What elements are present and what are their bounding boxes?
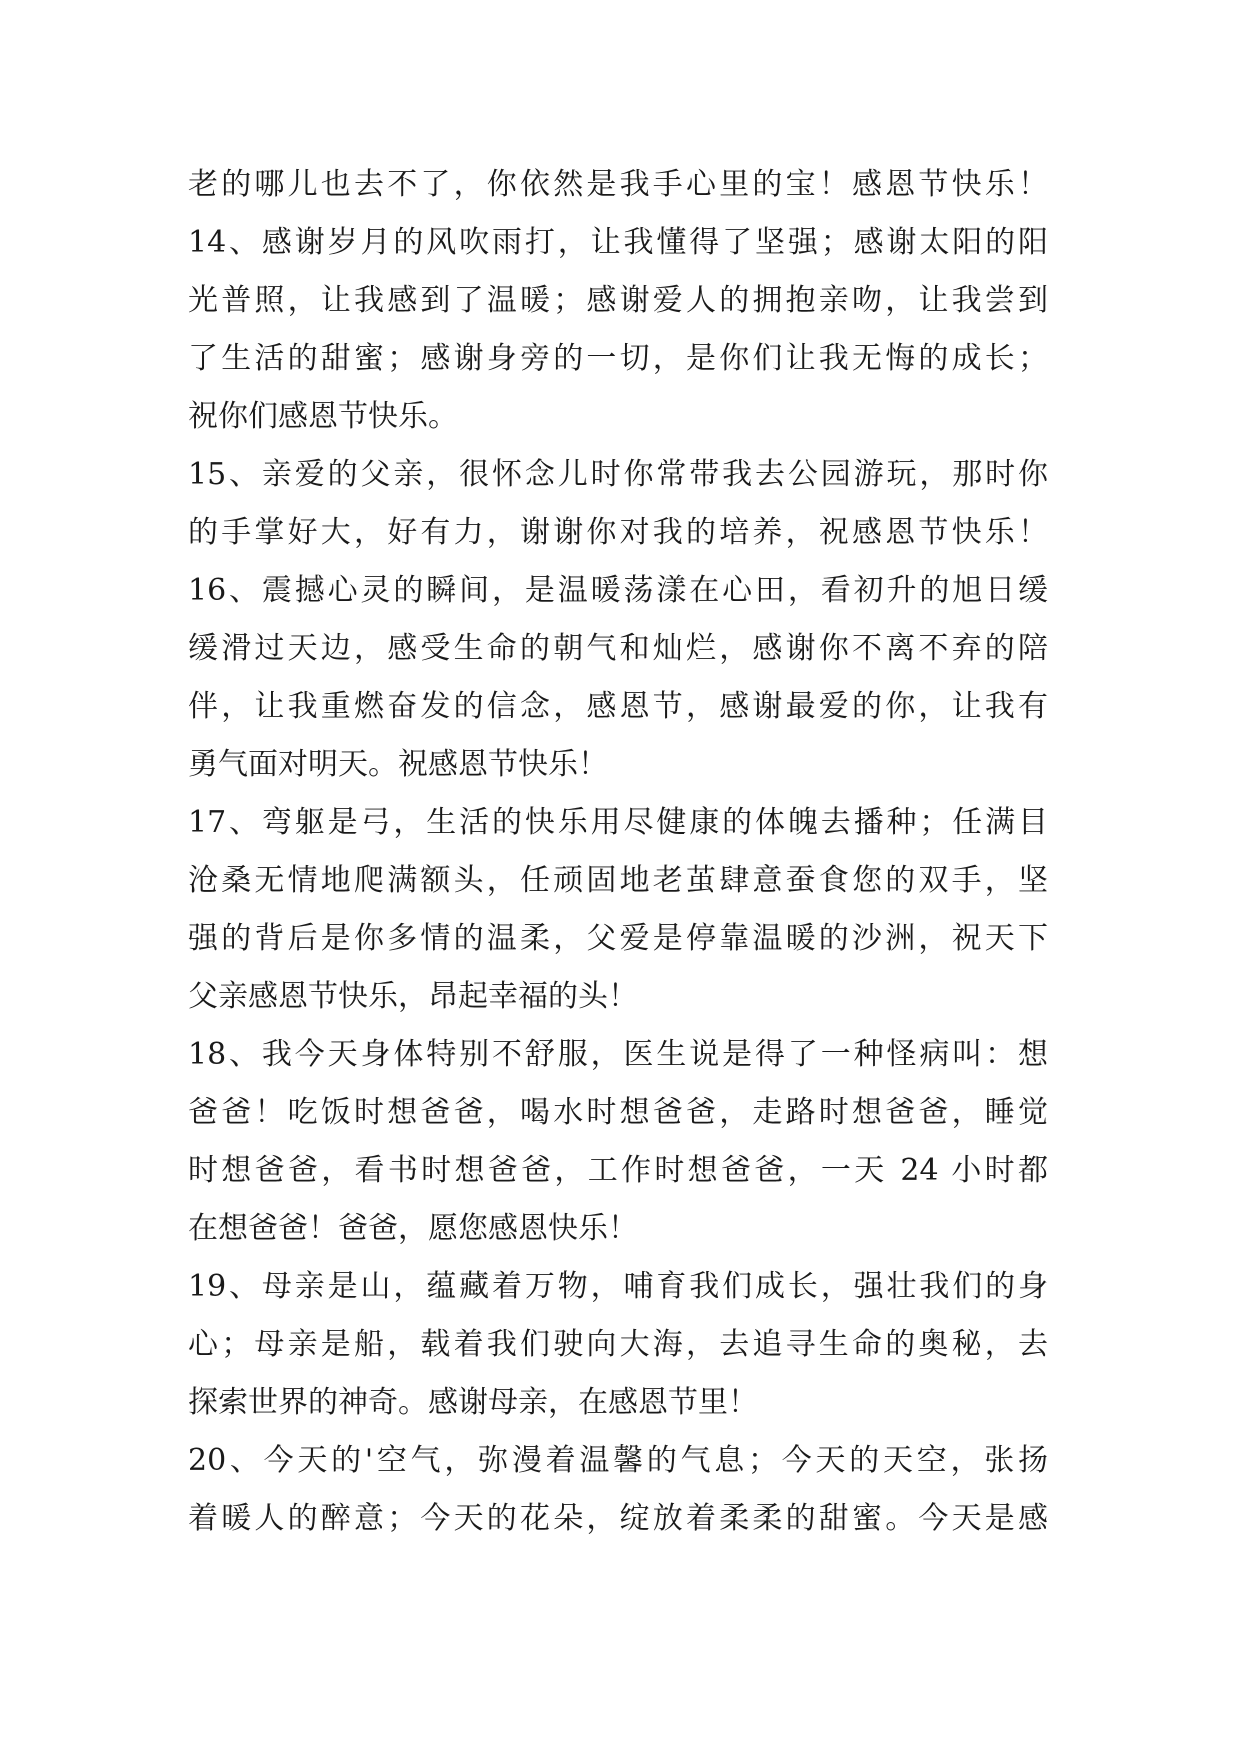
text-line: 17、弯躯是弓，生活的快乐用尽健康的体魄去播种；任满目 bbox=[188, 805, 1048, 840]
text-line: 缓滑过天边，感受生命的朝气和灿烂，感谢你不离不弃的陪 bbox=[188, 631, 1048, 666]
text-line: 勇气面对明天。祝感恩节快乐！ bbox=[188, 747, 608, 782]
text-line: 16、震撼心灵的瞬间，是温暖荡漾在心田，看初升的旭日缓 bbox=[188, 573, 1048, 608]
text-line: 爸爸！吃饭时想爸爸，喝水时想爸爸，走路时想爸爸，睡觉 bbox=[188, 1095, 1048, 1130]
text-line: 祝你们感恩节快乐。 bbox=[188, 399, 458, 434]
text-line: 18、我今天身体特别不舒服，医生说是得了一种怪病叫：想 bbox=[188, 1037, 1048, 1072]
text-line: 沧桑无情地爬满额头，任顽固地老茧肆意蚕食您的双手，坚 bbox=[188, 863, 1048, 898]
text-line: 伴，让我重燃奋发的信念，感恩节，感谢最爱的你，让我有 bbox=[188, 689, 1048, 724]
text-line: 心；母亲是船，载着我们驶向大海，去追寻生命的奥秘，去 bbox=[188, 1327, 1048, 1362]
text-line: 老的哪儿也去不了，你依然是我手心里的宝！感恩节快乐！ bbox=[188, 167, 1048, 202]
text-line: 父亲感恩节快乐，昂起幸福的头！ bbox=[188, 979, 638, 1014]
text-line: 时想爸爸，看书时想爸爸，工作时想爸爸，一天 24 小时都 bbox=[188, 1153, 1048, 1188]
text-line: 20、今天的'空气，弥漫着温馨的气息；今天的天空，张扬 bbox=[188, 1443, 1048, 1478]
text-line: 探索世界的神奇。感谢母亲，在感恩节里！ bbox=[188, 1385, 758, 1420]
text-line: 了生活的甜蜜；感谢身旁的一切，是你们让我无悔的成长； bbox=[188, 341, 1048, 376]
text-line: 着暖人的醉意；今天的花朵，绽放着柔柔的甜蜜。今天是感 bbox=[188, 1501, 1048, 1536]
text-line: 强的背后是你多情的温柔，父爱是停靠温暖的沙洲，祝天下 bbox=[188, 921, 1048, 956]
text-line: 的手掌好大，好有力，谢谢你对我的培养，祝感恩节快乐！ bbox=[188, 515, 1048, 550]
text-line: 光普照，让我感到了温暖；感谢爱人的拥抱亲吻，让我尝到 bbox=[188, 283, 1048, 318]
text-line: 在想爸爸！爸爸，愿您感恩快乐！ bbox=[188, 1211, 638, 1246]
text-line: 14、感谢岁月的风吹雨打，让我懂得了坚强；感谢太阳的阳 bbox=[188, 225, 1048, 260]
text-line: 19、母亲是山，蕴藏着万物，哺育我们成长，强壮我们的身 bbox=[188, 1269, 1048, 1304]
document-body bbox=[188, 156, 1068, 1548]
text-line: 15、亲爱的父亲，很怀念儿时你常带我去公园游玩，那时你 bbox=[188, 457, 1048, 492]
